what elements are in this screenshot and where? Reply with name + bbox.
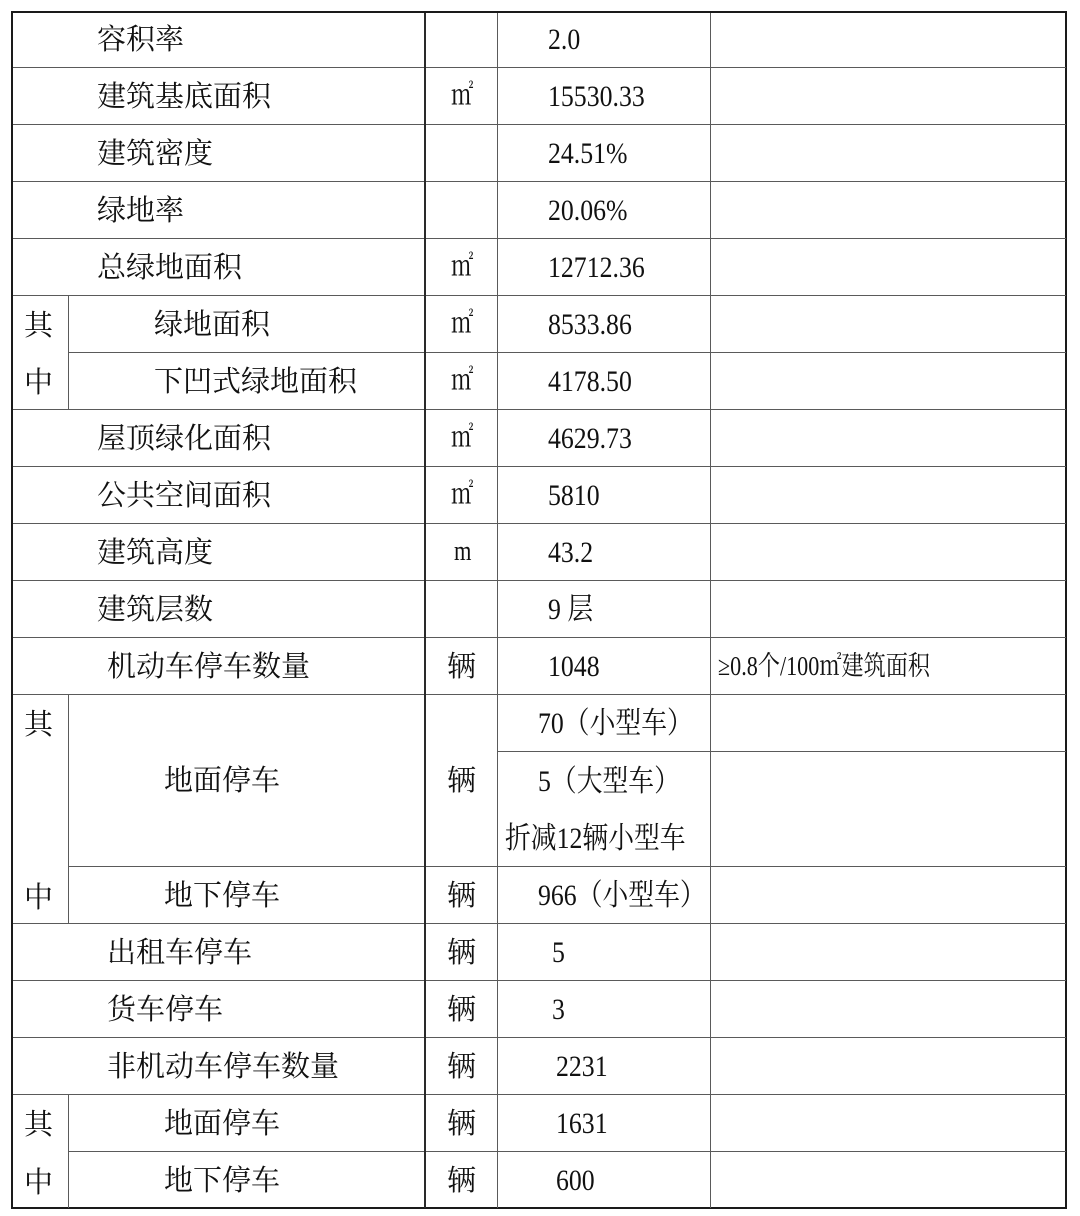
- row-unit: ㎡: [451, 80, 474, 111]
- col-divider: [710, 13, 711, 1208]
- row-unit: ㎡: [451, 479, 474, 510]
- row-label: 建筑密度: [97, 136, 214, 170]
- col-divider: [68, 1094, 69, 1208]
- row-divider: [13, 1094, 1066, 1095]
- row-value: 15530.33: [548, 80, 645, 113]
- row-label: 绿地面积: [154, 307, 271, 341]
- row-divider: [13, 238, 1066, 239]
- row-unit: 辆: [447, 649, 477, 683]
- row-divider: [13, 181, 1066, 182]
- row-unit: 辆: [447, 878, 477, 912]
- row-label: 出租车停车: [107, 935, 253, 969]
- row-unit: ㎡: [451, 365, 474, 396]
- row-unit: m: [454, 536, 472, 567]
- row-label: 机动车停车数量: [107, 649, 311, 683]
- row-divider: [13, 637, 1066, 638]
- row-divider: [13, 923, 1066, 924]
- row-value: 4629.73: [548, 422, 632, 455]
- row-unit: ㎡: [451, 251, 474, 282]
- row-value: 3: [552, 993, 565, 1026]
- row-divider: [13, 694, 1066, 695]
- row-divider: [13, 466, 1066, 467]
- row-value: 43.2: [548, 536, 594, 569]
- row-value: 2231: [556, 1050, 608, 1083]
- row-value: 24.51%: [548, 137, 628, 170]
- row-label: 非机动车停车数量: [107, 1049, 340, 1083]
- row-value: 20.06%: [548, 194, 628, 227]
- row-label: 总绿地面积: [97, 250, 243, 284]
- row-label: 公共空间面积: [97, 478, 272, 512]
- row-value: 5810: [548, 479, 600, 512]
- row-divider: [497, 751, 1066, 752]
- row-unit: 辆: [447, 1106, 477, 1140]
- row-divider: [68, 1151, 1066, 1152]
- row-value: 2.0: [548, 23, 581, 56]
- row-divider: [13, 523, 1066, 524]
- row-label: 下凹式绿地面积: [154, 364, 358, 398]
- group-label-qi: 其: [24, 707, 54, 741]
- group-label-zhong: 中: [24, 880, 54, 914]
- row-label: 地下停车: [164, 878, 281, 912]
- row-divider: [13, 67, 1066, 68]
- row-value: 12712.36: [548, 251, 645, 284]
- row-unit: 辆: [447, 1163, 477, 1197]
- col-divider: [497, 13, 498, 1208]
- row-label: 建筑高度: [97, 535, 214, 569]
- row-label: 建筑基底面积: [97, 79, 272, 113]
- row-divider: [13, 409, 1066, 410]
- row-divider: [13, 1037, 1066, 1038]
- col-divider: [68, 694, 69, 923]
- row-unit: 辆: [447, 935, 477, 969]
- row-label: 地下停车: [164, 1163, 281, 1197]
- row-divider: [13, 124, 1066, 125]
- row-label: 货车停车: [107, 992, 224, 1026]
- col-divider: [424, 13, 426, 1208]
- row-divider: [68, 866, 1066, 867]
- group-label-zhong: 中: [24, 365, 54, 399]
- row-label: 屋顶绿化面积: [97, 421, 272, 455]
- row-value: 1631: [556, 1107, 608, 1140]
- row-value: 5（大型车）: [538, 765, 680, 798]
- row-label: 地面停车: [164, 763, 281, 797]
- row-value: 70（小型车）: [538, 707, 693, 740]
- row-divider: [68, 352, 1066, 353]
- row-label: 容积率: [97, 22, 185, 56]
- row-value: 折减12辆小型车: [505, 822, 686, 855]
- row-value: 1048: [548, 650, 600, 683]
- row-unit: ㎡: [451, 308, 474, 339]
- row-divider: [13, 980, 1066, 981]
- row-unit: 辆: [447, 992, 477, 1026]
- row-label: 地面停车: [164, 1106, 281, 1140]
- row-label: 建筑层数: [97, 592, 214, 626]
- row-divider: [13, 295, 1066, 296]
- group-label-qi: 其: [24, 1107, 54, 1141]
- row-divider: [13, 580, 1066, 581]
- group-label-qi: 其: [24, 308, 54, 342]
- col-divider: [68, 295, 69, 409]
- row-value: 4178.50: [548, 365, 632, 398]
- row-value: 966（小型车）: [538, 879, 706, 912]
- row-unit: 辆: [447, 763, 477, 797]
- row-value: 5: [552, 936, 565, 969]
- row-value: 9 层: [548, 593, 594, 626]
- row-value: 8533.86: [548, 308, 632, 341]
- row-unit: ㎡: [451, 422, 474, 453]
- row-label: 绿地率: [97, 193, 185, 227]
- row-value: 600: [556, 1164, 595, 1197]
- group-label-zhong: 中: [24, 1165, 54, 1199]
- row-unit: 辆: [447, 1049, 477, 1083]
- row-note: ≥0.8个/100㎡建筑面积: [718, 651, 931, 681]
